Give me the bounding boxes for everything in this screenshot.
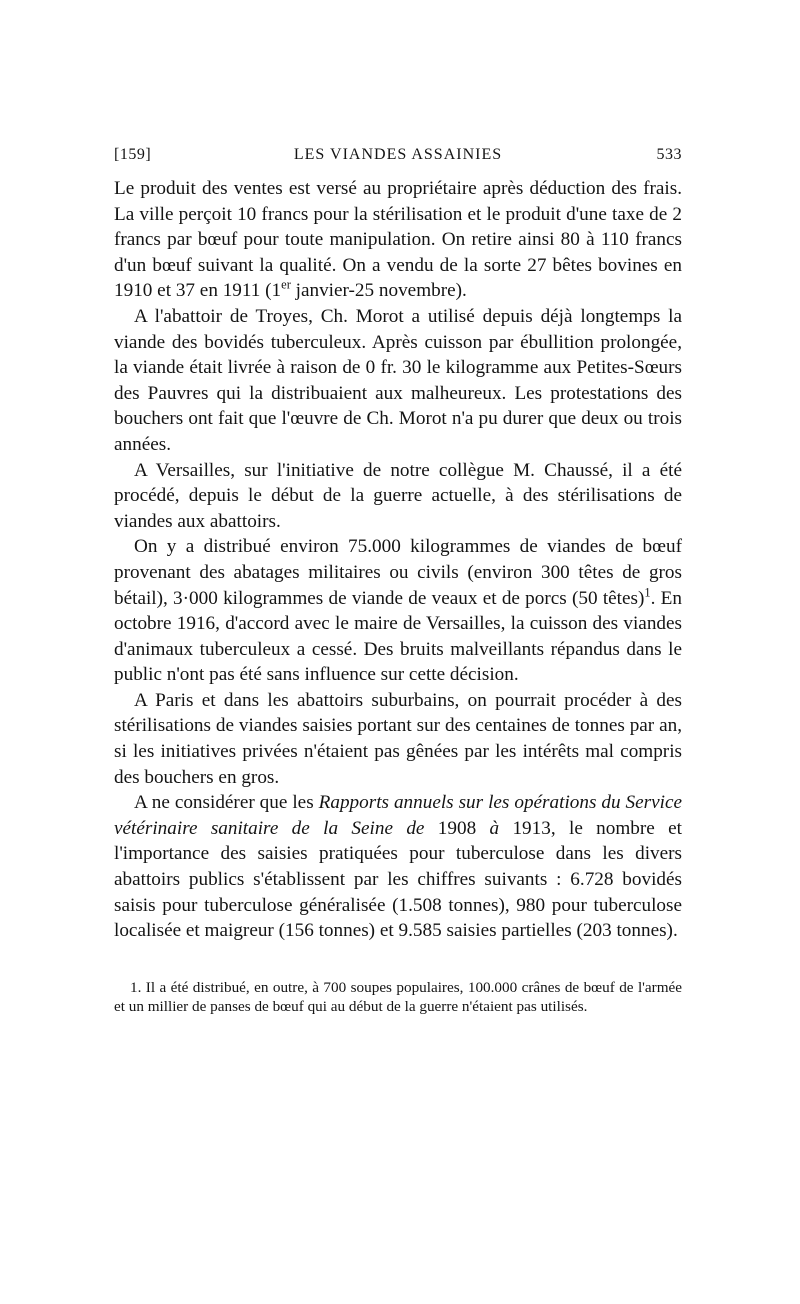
paragraph-5 [114,688,682,790]
running-header [114,146,682,172]
superscript-er: er [281,277,291,292]
paragraph-6-year: 1908 [424,817,490,839]
paragraph-3 [114,458,682,535]
paragraph-1-text-after: janvier-25 novembre). [290,280,467,302]
footnote: 1. Il a été distribué, en outre, à 700 soupes populaires, 100.000 crânes de bœuf de l'armée et un millier de panses de bœuf qui au début de la guerre n'étaient pas utilisés. [114,978,682,1016]
page-number: 533 [656,146,682,163]
paragraph-2 [114,304,682,458]
paragraph-5-text: A Paris et dans les abattoirs suburbains, on pourrait procéder à des stérilisations de viandes saisies portant sur des centaines de tonnes par an, si les initiatives privées n'étaient pas gênées par les intérêts mal compris des bouchers en gros. [114,689,682,788]
paragraph-1-text: Le produit des ventes est versé au propriétaire après déduction des frais. La ville perçoit 10 francs pour la stérilisation et le produit d'une taxe de 2 francs par bœuf pour toute manipulation. On retire ainsi 80 à 110 francs d'un bœuf suivant la qualité. On a vendu de la sorte 27 bêtes bovines en 1910 et 37 en 1911 (1 [114,178,682,302]
paragraph-2-text: A l'abattoir de Troyes, Ch. Morot a utilisé depuis déjà longtemps la viande des bovidés tuberculeux. Après cuisson par ébullition prolongée, la viande était livrée à raison de 0 fr. 30 le kilogramme aux Petites-Sœurs des Pauvres qui la distribuaient aux malheureux. Les protestations des bouchers ont fait que l'œuvre de Ch. Morot n'a pu durer que deux ou trois années. [114,305,682,455]
paragraph-4 [114,534,682,688]
paragraph-6-text: A ne considérer que les [134,792,319,814]
paragraph-6-italic-a: à [489,817,500,839]
footnote-marker: 1 [644,585,651,600]
paragraph-4-text-after: . En octobre 1916, d'accord avec le maire de Versailles, la cuisson des viandes d'animaux tuberculeux a cessé. Des bruits malveillants répandus dans le public n'ont pas été sans influence sur cette décision. [114,587,682,686]
running-title: LES VIANDES ASSAINIES [293,146,503,163]
body-text [114,176,682,944]
paragraph-1 [114,176,682,304]
paragraph-6 [114,790,682,944]
report-title-italic: Rapports annuels sur les opérations du Service vétérinaire sanitaire de la Seine de [114,792,682,839]
paragraph-3-text: A Versailles, sur l'initiative de notre collègue M. Chaussé, il a été procédé, depuis le début de la guerre actuelle, à des stérilisations de viandes aux abattoirs. [114,459,682,532]
paragraph-6-text-after: 1913, le nombre et l'importance des saisies pratiquées pour tuberculose dans les divers abattoirs publics s'établissent par les chiffres suivants : 6.728 bovidés saisis pour tuberculose généralisée (1.508 tonnes), 980 pour tuberculose localisée et maigreur (156 tonnes) et 9.585 saisies partielles (203 tonnes). [114,817,682,942]
page [114,146,682,1017]
bracket-page-number: [159] [114,146,152,163]
paragraph-4-text: On y a distribué environ 75.000 kilogrammes de viandes de bœuf provenant des abatages militaires ou civils (environ 300 têtes de gros bétail), 3·000 kilogrammes de viande de veaux et de porcs (50 têtes) [114,536,682,609]
